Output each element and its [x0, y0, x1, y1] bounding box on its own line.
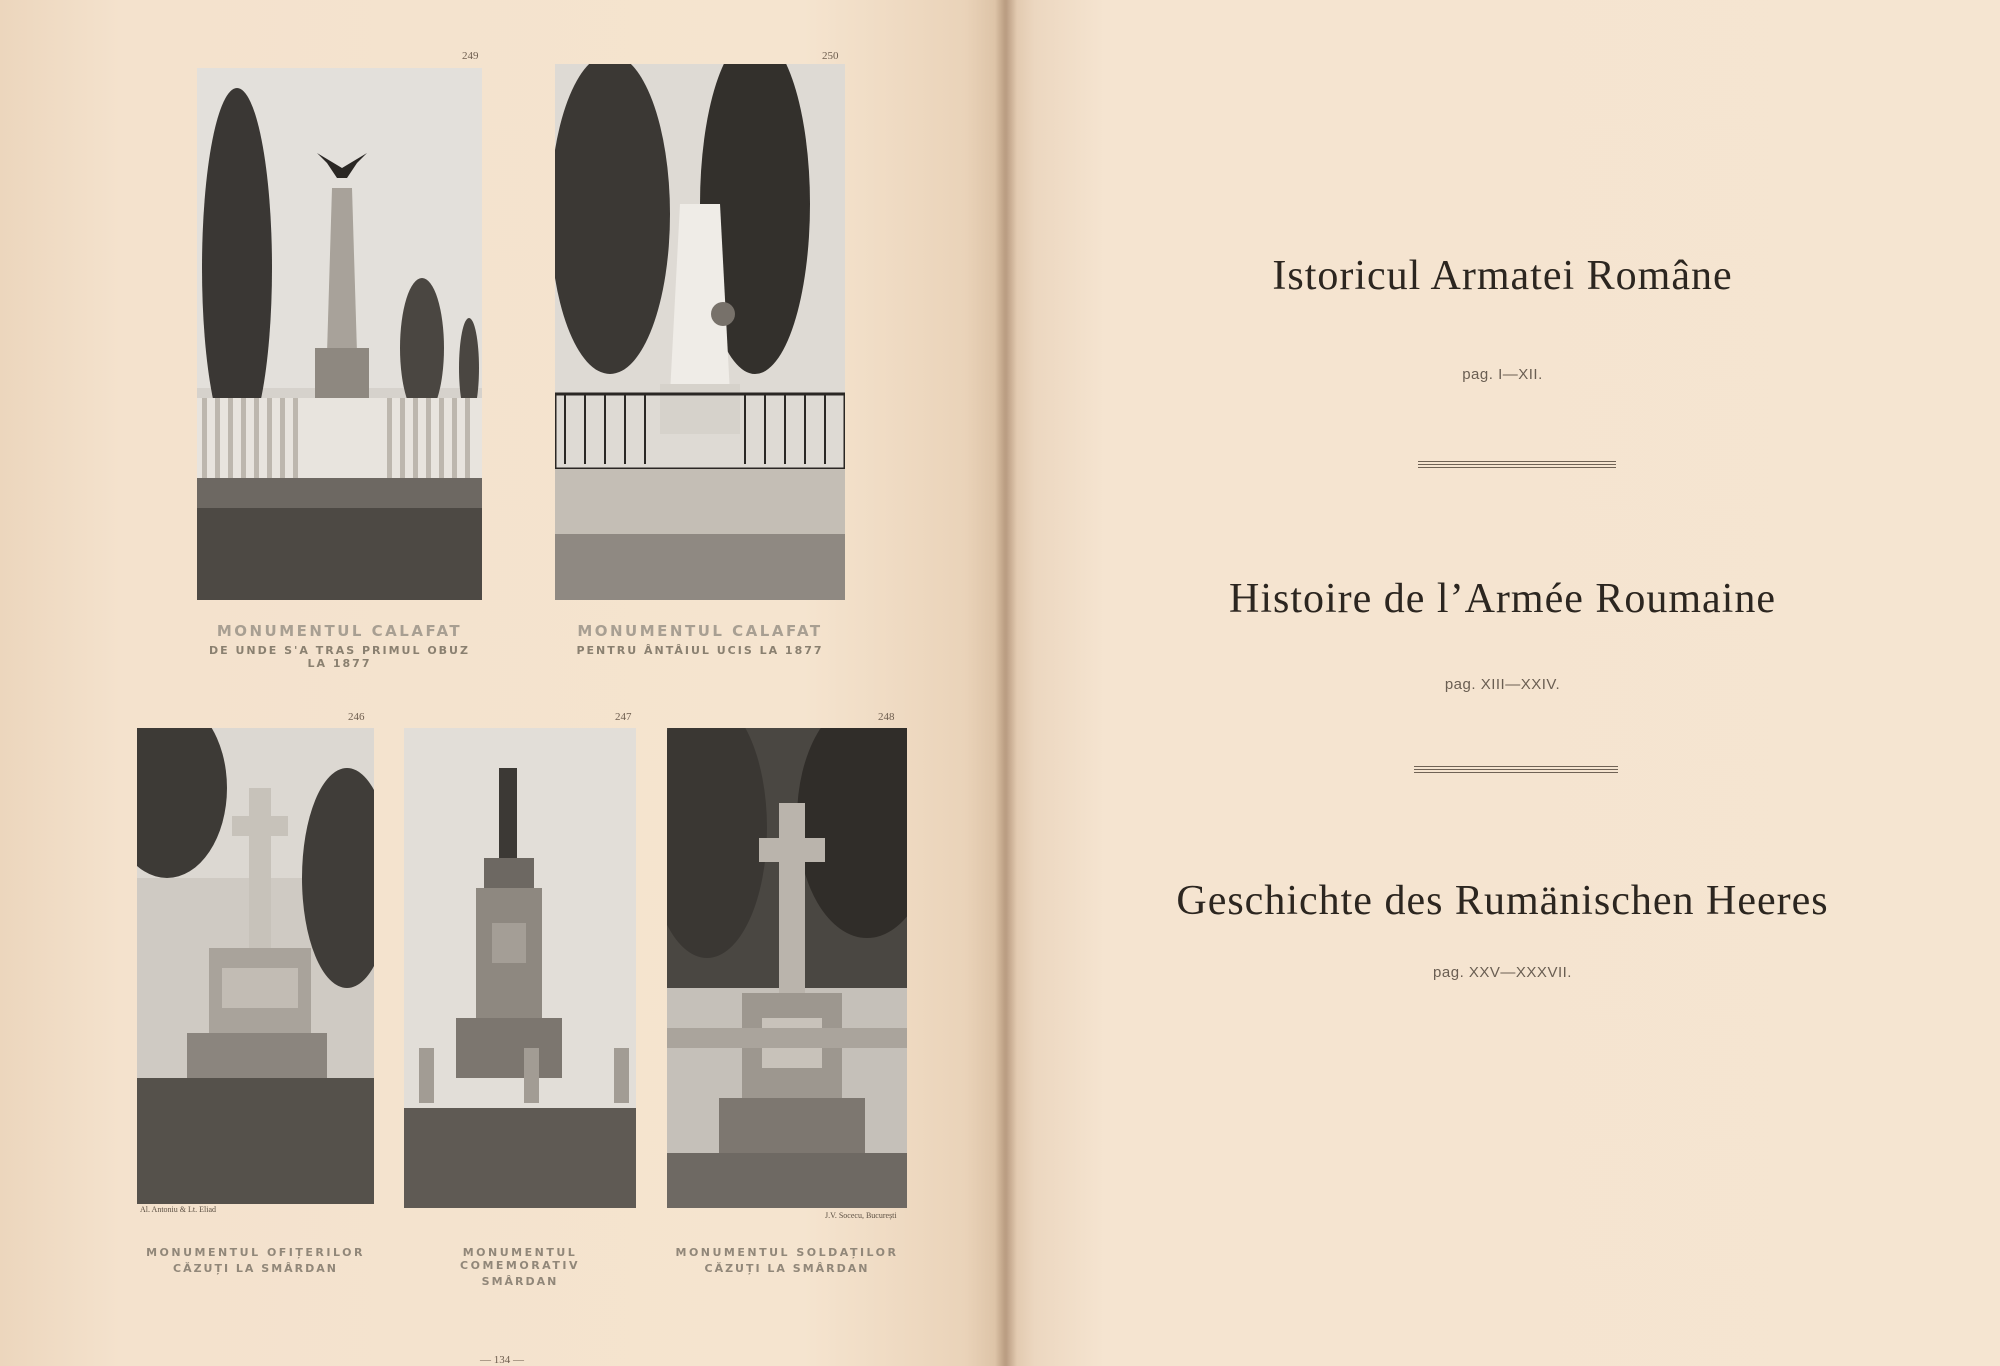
pages-german: pag. XXV—XXXVII. — [1433, 964, 1572, 981]
title-french: Histoire de l’Armée Roumaine — [1228, 576, 1776, 622]
caption-plate-246 — [137, 1246, 374, 1275]
caption-plate-248 — [667, 1246, 907, 1275]
caption-title: MONUMENTUL CALAFAT — [577, 622, 823, 640]
photo-monument-commemorative-smardan — [404, 728, 636, 1208]
caption-plate-250 — [555, 622, 845, 657]
caption-subtitle: SMÂRDAN — [481, 1275, 559, 1288]
caption-plate-249 — [197, 622, 482, 670]
divider-rule — [1414, 766, 1618, 774]
title-section-german — [1005, 877, 2000, 925]
plate-number: 247 — [615, 711, 632, 723]
caption-plate-247 — [404, 1246, 636, 1288]
plate-number: 246 — [348, 711, 365, 723]
pages-section-french — [1005, 676, 2000, 693]
caption-subtitle: PENTRU ÂNTÂIUL UCIS LA 1877 — [576, 644, 824, 657]
pages-section-german — [1005, 964, 2000, 981]
pages-romanian: pag. I—XII. — [1462, 366, 1543, 383]
caption-subtitle: CĂZUȚI LA SMÂRDAN — [704, 1262, 870, 1275]
caption-title: MONUMENTUL SOLDAȚILOR — [675, 1246, 899, 1259]
photo-credit-left: Al. Antoniu & Lt. Eliad — [140, 1205, 216, 1214]
photo-monument-officers-smardan — [137, 728, 374, 1204]
pages-french: pag. XIII—XXIV. — [1444, 676, 1561, 693]
pages-section-romanian — [1005, 366, 2000, 383]
caption-title: MONUMENTUL CALAFAT — [216, 622, 463, 640]
caption-subtitle: DE UNDE S'A TRAS PRIMUL OBUZ LA 1877 — [209, 644, 470, 670]
plate-number: 248 — [878, 711, 895, 723]
caption-title: MONUMENTUL COMEMORATIV — [460, 1246, 580, 1272]
photo-monument-calafat-obelisk-fence — [555, 64, 845, 600]
photo-credit-right: J.V. Socecu, București — [825, 1211, 897, 1220]
photo-monument-soldiers-smardan — [667, 728, 907, 1208]
title-section-romanian — [1005, 252, 2000, 300]
title-romanian: Istoricul Armatei Române — [1272, 253, 1733, 299]
title-section-french — [1005, 575, 2000, 623]
photo-monument-calafat-obelisk-eagle — [197, 68, 482, 600]
divider-rule — [1418, 461, 1616, 469]
title-german: Geschichte des Rumänischen Heeres — [1176, 878, 1829, 924]
caption-title: MONUMENTUL OFIȚERILOR — [146, 1246, 365, 1259]
caption-subtitle: CĂZUȚI LA SMÂRDAN — [173, 1262, 338, 1275]
page-folio: — 134 — — [480, 1354, 524, 1366]
plate-number: 249 — [462, 50, 479, 62]
plate-number: 250 — [822, 50, 839, 62]
